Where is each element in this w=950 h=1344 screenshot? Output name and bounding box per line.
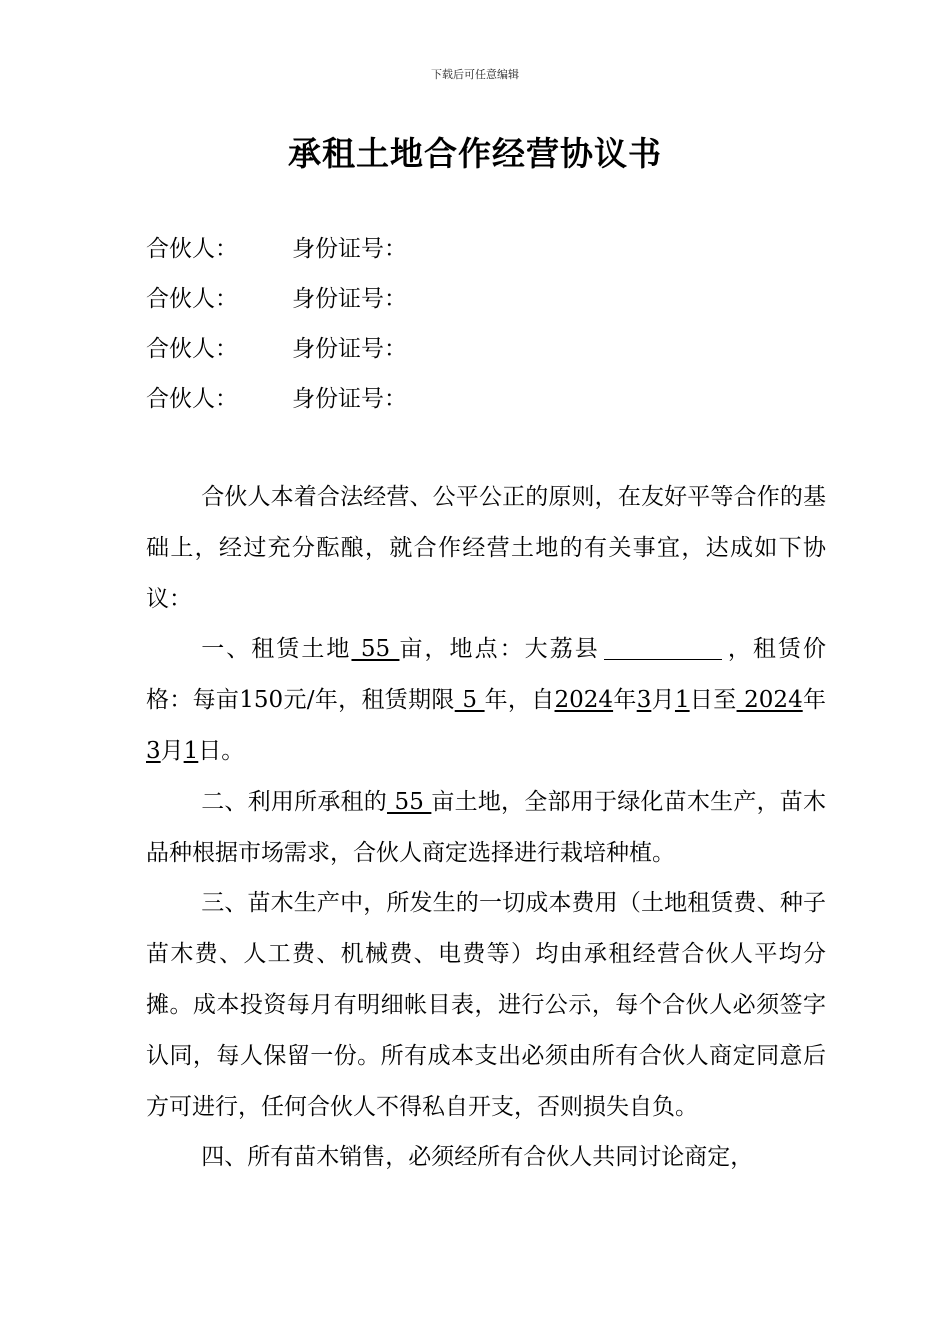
end-day-value: 1 bbox=[183, 737, 199, 764]
clause-text: 年 bbox=[613, 687, 637, 714]
start-month-value: 3 bbox=[636, 687, 652, 714]
start-year-value: 2024 bbox=[554, 687, 614, 714]
partner-label: 合伙人： bbox=[146, 286, 238, 312]
agreement-body bbox=[146, 472, 826, 1183]
id-number-label: 身份证号： bbox=[292, 336, 407, 362]
end-year-value: 2024 bbox=[736, 687, 803, 714]
partner-row bbox=[146, 326, 407, 376]
clause-text: 一、租赁土地 bbox=[201, 636, 352, 663]
clause-text: 日至 bbox=[689, 687, 737, 714]
intro-paragraph: 合伙人本着合法经营、公平公正的原则，在友好平等合作的基础上，经过充分酝酿，就合作经营土地的有关事宜，达成如下协议： bbox=[146, 484, 826, 612]
document-title: 承租土地合作经营协议书 bbox=[288, 134, 662, 173]
end-month-value: 3 bbox=[146, 737, 161, 764]
clause-text: 年 bbox=[802, 687, 827, 714]
clause-3-costs: 三、苗木生产中，所发生的一切成本费用（土地租赁费、种子苗木费、人工费、机械费、电费等）均由承租经营合伙人平均分摊。成本投资每月有明细帐目表，进行公示，每个合伙人必须签字认同，每人保留一份。所有成本支出必须由所有合伙人商定同意后方可进行，任何合伙人不得私自开支，否则损失自负。 bbox=[146, 890, 826, 1120]
clause-text: ，租赁价格：每亩150元/年，租赁期限 bbox=[146, 636, 827, 714]
clause-text: 月 bbox=[651, 687, 675, 714]
clause-2-land-use bbox=[146, 777, 826, 879]
lease-area-value: 55 bbox=[351, 636, 400, 663]
partner-label: 合伙人： bbox=[146, 336, 238, 362]
partner-list bbox=[146, 226, 407, 426]
clause-text: 日。 bbox=[198, 737, 245, 764]
id-number-label: 身份证号： bbox=[292, 286, 407, 312]
partner-row bbox=[146, 376, 407, 426]
lease-term-value: 5 bbox=[454, 687, 485, 714]
id-number-label: 身份证号： bbox=[292, 236, 407, 262]
clause-4-sales: 四、所有苗木销售，必须经所有合伙人共同讨论商定， bbox=[201, 1144, 754, 1171]
partner-label: 合伙人： bbox=[146, 386, 238, 412]
clause-text: 月 bbox=[160, 737, 184, 764]
clause-text: 年，自 bbox=[484, 687, 555, 714]
id-number-label: 身份证号： bbox=[292, 386, 407, 412]
clause-text: 二、利用所承租的 bbox=[201, 788, 388, 815]
clause-1-lease-terms bbox=[146, 624, 826, 776]
partner-label: 合伙人： bbox=[146, 236, 238, 262]
land-area-value: 55 bbox=[387, 788, 432, 815]
header-note: 下载后可任意编辑 bbox=[431, 68, 519, 81]
clause-text: 亩土地，全部用于绿化苗木生产，苗木品种根据市场需求，合伙人商定选择进行栽培种植。 bbox=[146, 788, 827, 866]
start-day-value: 1 bbox=[674, 687, 690, 714]
partner-row bbox=[146, 226, 407, 276]
clause-text: 亩，地点：大荔县 bbox=[399, 636, 600, 663]
partner-row bbox=[146, 276, 407, 326]
location-blank-line bbox=[604, 636, 722, 660]
